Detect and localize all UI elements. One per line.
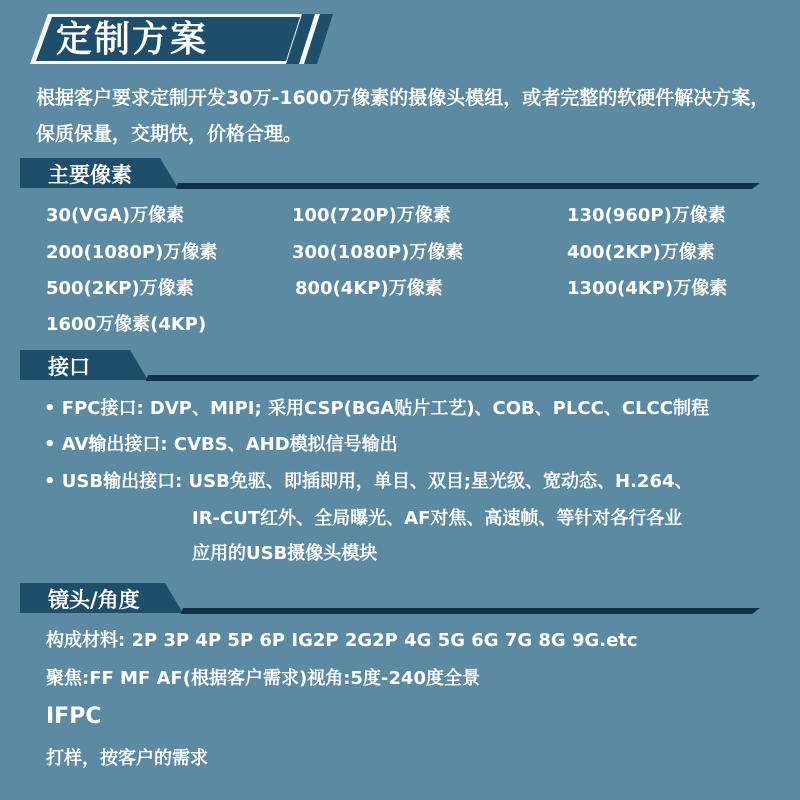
- interface-usb-continued: 应用的USB摄像头模块: [192, 543, 378, 564]
- lens-materials: 构成材料: 2P 3P 4P 5P 6P IG2P 2G2P 4G 5G 6G 7G 8G 9G.etc: [46, 630, 638, 651]
- pixel-item: 500(2KP)万像素: [46, 278, 194, 299]
- pixel-item: 100(720P)万像素: [292, 205, 451, 226]
- section-heading-interface: 接口: [48, 355, 90, 379]
- intro-text: 根据客户要求定制开发30万-1600万像素的摄像头模组，或者完整的软硬件解决方案，保质保量，交期快，价格合理。: [36, 87, 770, 145]
- section-bar-pixels: [0, 158, 800, 192]
- section-bar-interface: [0, 350, 800, 384]
- pixel-item: 130(960P)万像素: [567, 205, 726, 226]
- pixel-item: 400(2KP)万像素: [567, 242, 715, 263]
- ifpc-label: IFPC: [46, 704, 102, 729]
- interface-usb-continued: IR-CUT红外、全局曝光、AF对焦、高速帧、等针对各行各业: [192, 508, 683, 529]
- lens-focus: 聚焦:FF MF AF(根据客户需求)视角:5度-240度全景: [46, 668, 480, 689]
- section-heading-pixels: 主要像素: [48, 163, 132, 187]
- pixel-item: 30(VGA)万像素: [46, 205, 185, 226]
- interface-usb: • USB输出接口: USB免驱、即插即用，单目、双目;星光级、宽动态、H.264、: [44, 471, 693, 492]
- sample-note: 打样，按客户的需求: [46, 748, 208, 769]
- pixel-item: 800(4KP)万像素: [295, 278, 443, 299]
- section-heading-lens: 镜头/角度: [48, 588, 140, 612]
- pixel-item: 1300(4KP)万像素: [567, 278, 728, 299]
- pixel-item: 300(1080P)万像素: [292, 242, 464, 263]
- pixel-item: 1600万像素(4KP): [46, 314, 207, 335]
- pixel-item: 200(1080P)万像素: [46, 242, 218, 263]
- page-title: 定制方案: [56, 19, 209, 60]
- interface-fpc: • FPC接口: DVP、MIPI; 采用CSP(BGA贴片工艺)、COB、PLCC、CLCC制程: [44, 398, 709, 419]
- interface-av: • AV输出接口: CVBS、AHD模拟信号输出: [44, 434, 398, 455]
- section-bar-lens: [0, 583, 800, 617]
